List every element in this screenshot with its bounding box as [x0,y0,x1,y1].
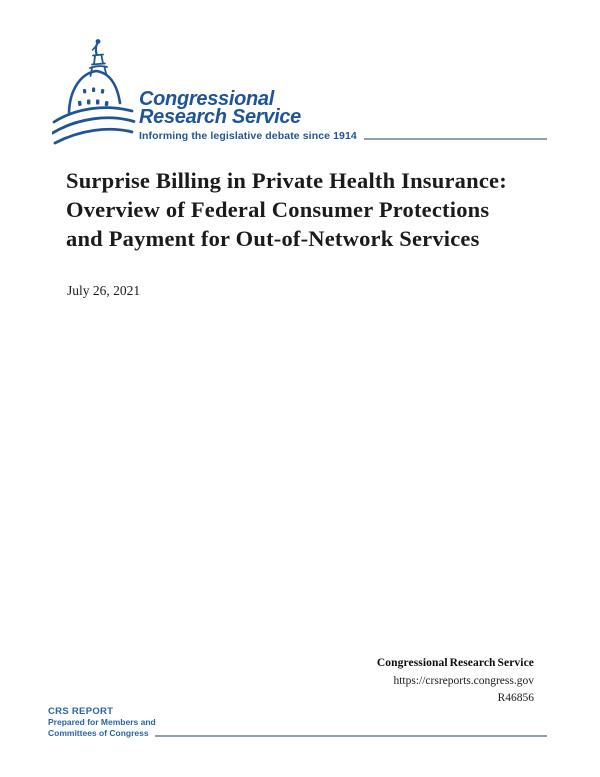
report-title-line-2: Overview of Federal Consumer Protections [66,197,490,222]
prepared-for-line-2: Committees of Congress [48,727,149,738]
prepared-for-line-1: Prepared for Members and [48,717,156,727]
crs-report-label: CRS REPORT [48,706,114,717]
publication-date: July 26, 2021 [67,283,141,298]
crs-logo-text [139,90,547,142]
report-title [66,166,507,253]
header-rule [364,138,547,140]
prepared-for-row [48,728,547,739]
capitol-dome-icon [52,37,136,147]
footer-right-block [200,655,534,708]
footer-org-name: Congressional Research Service [376,657,534,669]
footer-left-block [48,706,547,738]
logo-tagline-row [139,130,547,142]
report-title-line-3: and Payment for Out-of-Network Services [66,226,480,251]
logo-org-line2: Research Service [139,106,301,128]
footer-url-link[interactable]: https://crsreports.congress.gov [393,674,534,687]
report-number: R46856 [497,692,534,704]
logo-org-line1: Congressional [139,88,275,110]
footer-rule [155,735,547,737]
logo-tagline: Informing the legislative debate since 1914 [139,130,357,142]
report-title-line-1: Surprise Billing in Private Health Insurance: [66,168,507,193]
